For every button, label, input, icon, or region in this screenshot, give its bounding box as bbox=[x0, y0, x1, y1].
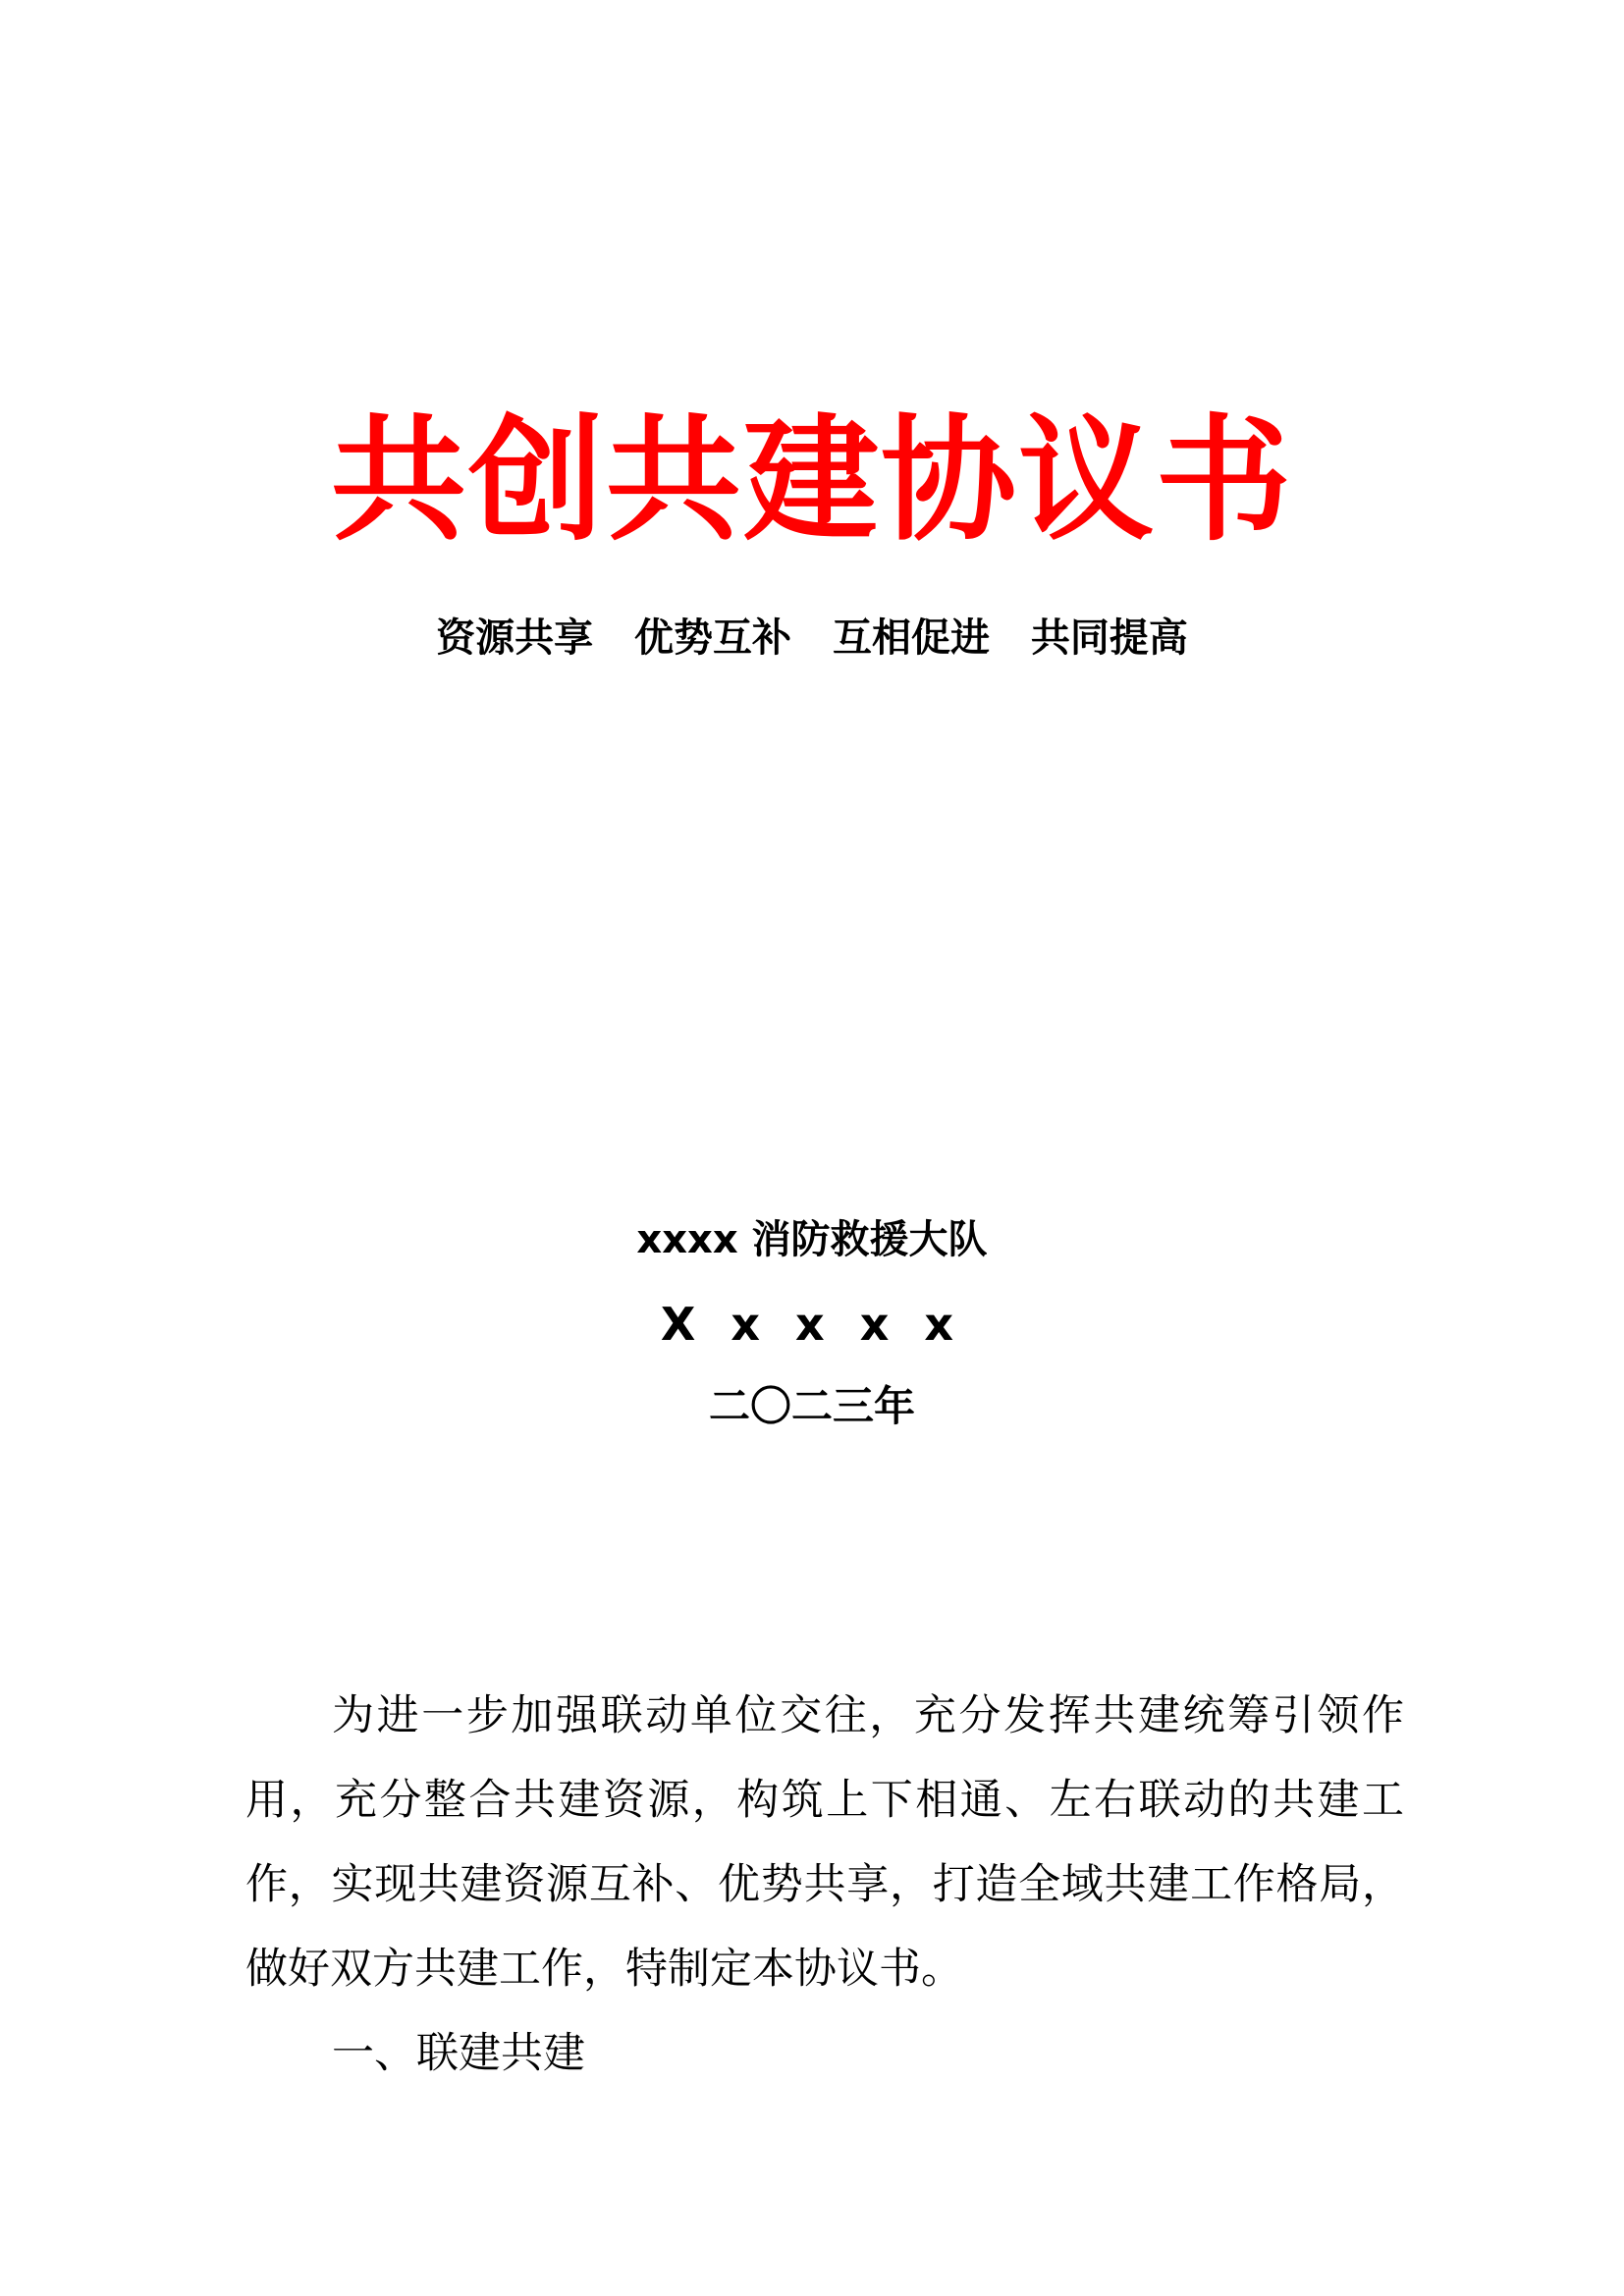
slogan-3: 互相促进 bbox=[832, 615, 990, 661]
party-b-name: X x x x x bbox=[660, 1298, 964, 1351]
intro-paragraph: 为进一步加强联动单位交往，充分发挥共建统筹引领作用，充分整合共建资源，构筑上下相通、左右联动的共建工作，实现共建资源互补、优势共享，打造全域共建工作格局，做好双方共建工作，特制定本协议书。 bbox=[245, 1691, 1404, 1994]
agreement-body bbox=[245, 1674, 1404, 2096]
slogan-2: 优势互补 bbox=[634, 615, 792, 661]
signatory-block bbox=[0, 1212, 1624, 1434]
document-title: 共创共建协议书 bbox=[330, 401, 1293, 560]
document-year: 二〇二三年 bbox=[708, 1382, 915, 1430]
slogan-4: 共同提高 bbox=[1030, 615, 1188, 661]
section-heading-1: 一、联建共建 bbox=[332, 2029, 585, 2078]
organization-name: xxxx 消防救援大队 bbox=[636, 1217, 988, 1262]
slogan-line bbox=[0, 611, 1624, 666]
slogan-1: 资源共享 bbox=[436, 615, 594, 661]
